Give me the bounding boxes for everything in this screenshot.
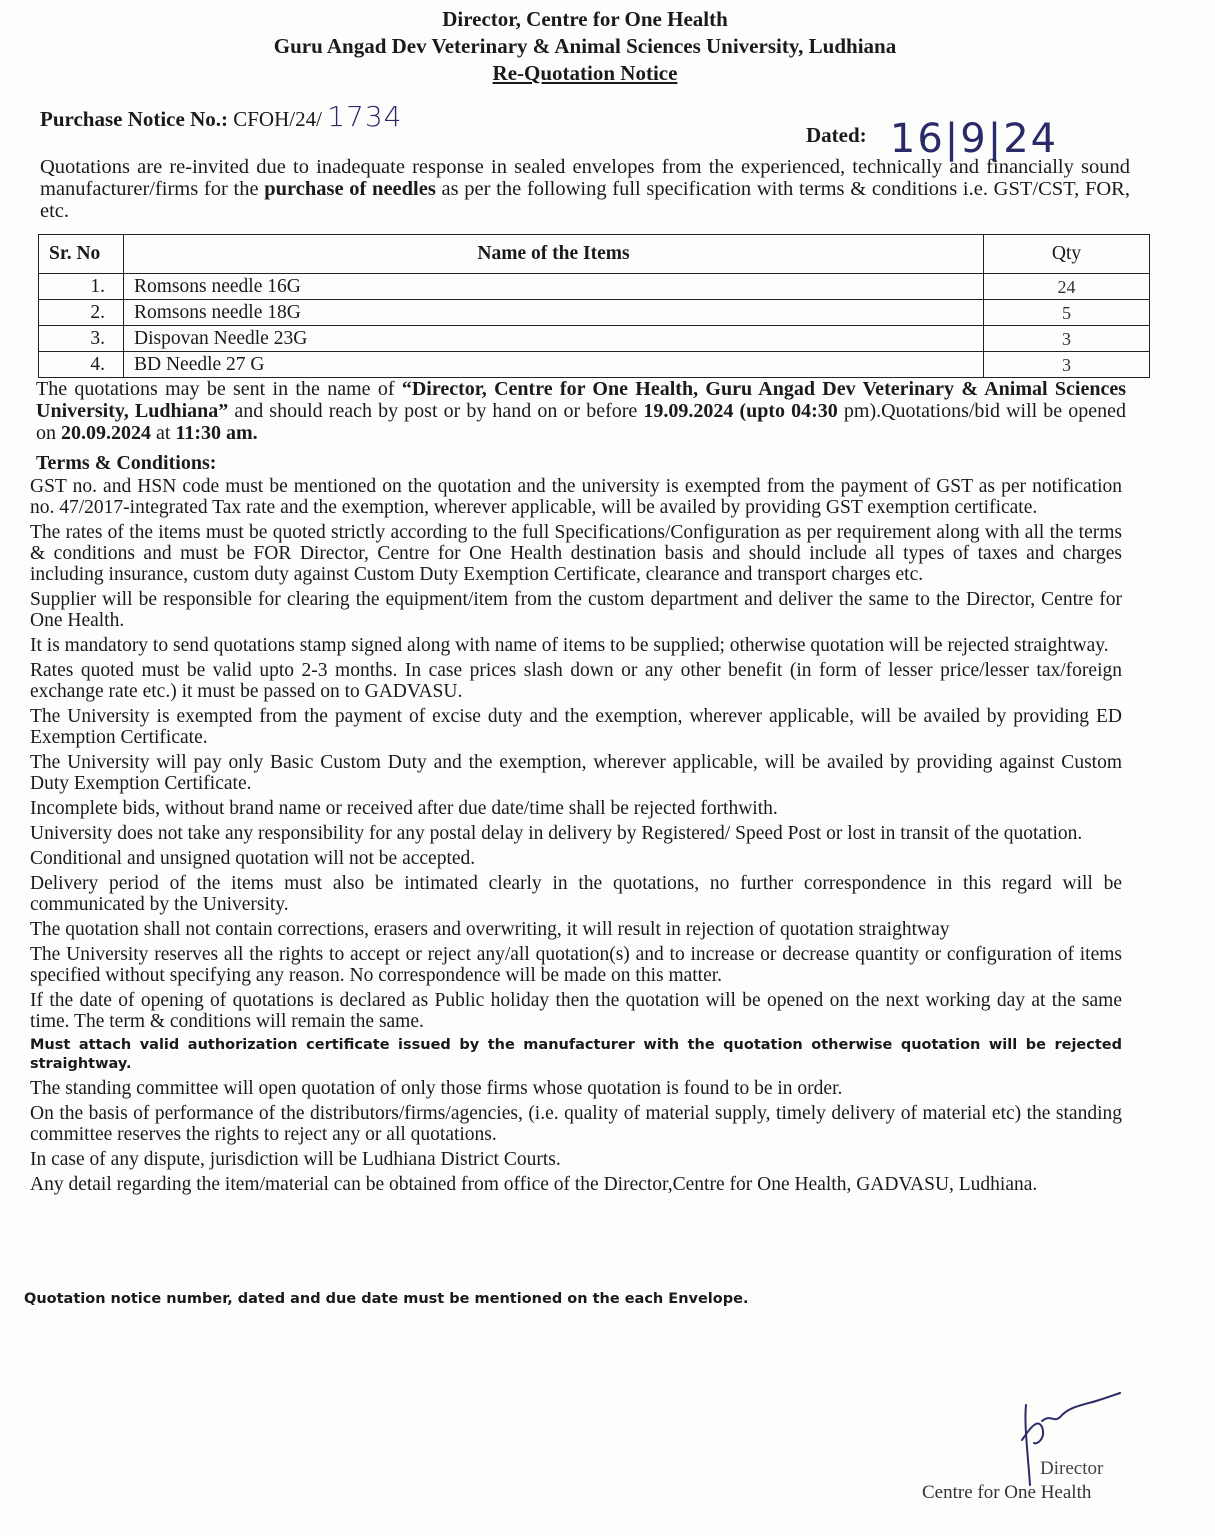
signatory-organisation: Centre for One Health [922, 1482, 1092, 1503]
term-item: Conditional and unsigned quotation will not be accepted. [30, 848, 476, 869]
term-item: It is mandatory to send quotations stamp signed along with name of items to be supplied; otherwise quotation will be rejected straightway. [30, 635, 1109, 656]
term-item: The University is exempted from the payment of excise duty and the exemption, wherever applicable, will be availed by providing ED Exemption Certificate. [30, 706, 1122, 748]
term-item: On the basis of performance of the distributors/firms/agencies, (i.e. quality of material supply, timely delivery of material etc) the standing committee reserves the rights to reject any or all quotations. [30, 1103, 1122, 1145]
term-item: In case of any dispute, jurisdiction will be Ludhiana District Courts. [30, 1149, 561, 1170]
term-item: The University reserves all the rights to accept or reject any/all quotation(s) and to increase or decrease quantity or configuration of items specified without specifying any reason. No correspondence will be made on this matter. [30, 944, 1122, 986]
purchase-notice-label: Purchase Notice No.: [40, 107, 228, 131]
table-row [39, 300, 1150, 326]
row-qty: 24 [984, 274, 1150, 300]
notice-date [806, 106, 1059, 162]
table-row [39, 326, 1150, 352]
submission-text: pm).Quotations/bid will be opened on [36, 400, 1126, 444]
intro-text-2: as per the following full specification with terms & conditions i.e. GST/CST, FOR, etc. [40, 178, 1130, 222]
table-row [39, 274, 1150, 300]
term-item: Delivery period of the items must also be intimated clearly in the quotations, no further correspondence in this regard will be communicated by the University. [30, 873, 1122, 915]
submission-due-date: 19.09.2024 (upto 04:30 [643, 400, 838, 422]
term-item: If the date of opening of quotations is declared as Public holiday then the quotation will be opened on the next working day at the same time. The term & conditions will remain the same. [30, 990, 1122, 1032]
notice-header [0, 6, 1170, 87]
opening-date: 20.09.2024 [61, 422, 151, 444]
signatory-title: Director [1040, 1458, 1104, 1479]
header-qty: Qty [984, 235, 1150, 274]
dated-label: Dated: [806, 123, 867, 147]
term-item: The rates of the items must be quoted strictly according to the full Specifications/Configuration as per requirement along with all the terms & conditions and must be FOR Director, Centre for One Health destination basis and should include all types of taxes and charges including insurance, custom duty against Custom Duty Exemption Certificate, clearance and transport charges etc. [30, 522, 1122, 585]
header-office: Director, Centre for One Health [442, 7, 728, 31]
term-item: The quotation shall not contain corrections, erasers and overwriting, it will result in rejection of quotation straightway [30, 919, 950, 940]
term-item: University does not take any responsibility for any postal delay in delivery by Registered/ Speed Post or lost in transit of the quotation. [30, 823, 1083, 844]
row-qty: 3 [984, 326, 1150, 352]
row-item-name: BD Needle 27 G [124, 352, 984, 378]
row-sr: 4. [39, 352, 124, 378]
purchase-notice-handwritten-number: 1734 [327, 100, 403, 133]
notice-title: Re-Quotation Notice [492, 61, 678, 85]
purchase-notice-prefix: CFOH/24/ [233, 107, 322, 131]
envelope-note: Quotation notice number, dated and due date must be mentioned on the each Envelope. [24, 1291, 749, 1307]
term-item: Must attach valid authorization certificate issued by the manufacturer with the quotation otherwise quotation will be rejected straightway. [30, 1037, 1122, 1072]
terms-list [30, 476, 1122, 1199]
table-row [39, 352, 1150, 378]
submission-text: at [151, 422, 176, 444]
intro-bold: purchase of needles [264, 178, 436, 200]
terms-heading: Terms & Conditions: [36, 452, 217, 474]
term-item: Incomplete bids, without brand name or received after due date/time shall be rejected forthwith. [30, 798, 778, 819]
submission-text: and should reach by post or by hand on or before [228, 400, 644, 422]
intro-paragraph [40, 156, 1130, 222]
header-item-name: Name of the Items [124, 235, 984, 274]
intro-text-1: Quotations are re-invited due to inadequate response in sealed envelopes from the experienced, technically and financially sound manufacturer/firms for the [40, 156, 1130, 200]
term-item: Any detail regarding the item/material can be obtained from office of the Director,Centre for One Health, GADVASU, Ludhiana. [30, 1174, 1038, 1195]
row-qty: 5 [984, 300, 1150, 326]
items-table [38, 234, 1150, 378]
row-sr: 2. [39, 300, 124, 326]
term-item: Rates quoted must be valid upto 2-3 months. In case prices slash down or any other benefit (in form of lesser price/lesser tax/foreign exchange rate etc.) it must be passed on to GADVASU. [30, 660, 1122, 702]
opening-time: 11:30 am. [175, 422, 258, 444]
purchase-notice-number [40, 100, 402, 133]
dated-handwritten-value: 16|9|24 [889, 116, 1059, 162]
row-qty: 3 [984, 352, 1150, 378]
term-item: GST no. and HSN code must be mentioned on the quotation and the university is exempted from the payment of GST as per notification no. 47/2017-integrated Tax rate and the exemption, wherever applicable, will be availed by providing GST exemption certificate. [30, 476, 1122, 518]
term-item: The standing committee will open quotation of only those firms whose quotation is found to be in order. [30, 1078, 843, 1099]
header-sr-no: Sr. No [39, 235, 124, 274]
term-item: Supplier will be responsible for clearing the equipment/item from the custom department and deliver the same to the Director, Centre for One Health. [30, 589, 1122, 631]
row-item-name: Romsons needle 18G [124, 300, 984, 326]
items-table-header [39, 235, 1150, 274]
submission-addressee: “Director, Centre for One Health, Guru Angad Dev Veterinary & Animal Sciences University, Ludhiana” [36, 378, 1126, 422]
row-sr: 1. [39, 274, 124, 300]
header-university: Guru Angad Dev Veterinary & Animal Sciences University, Ludhiana [273, 34, 897, 58]
term-item: The University will pay only Basic Custom Duty and the exemption, wherever applicable, will be availed by providing against Custom Duty Exemption Certificate. [30, 752, 1122, 794]
row-item-name: Romsons needle 16G [124, 274, 984, 300]
submission-paragraph [36, 378, 1126, 444]
submission-text: The quotations may be sent in the name of [36, 378, 402, 400]
row-item-name: Dispovan Needle 23G [124, 326, 984, 352]
row-sr: 3. [39, 326, 124, 352]
